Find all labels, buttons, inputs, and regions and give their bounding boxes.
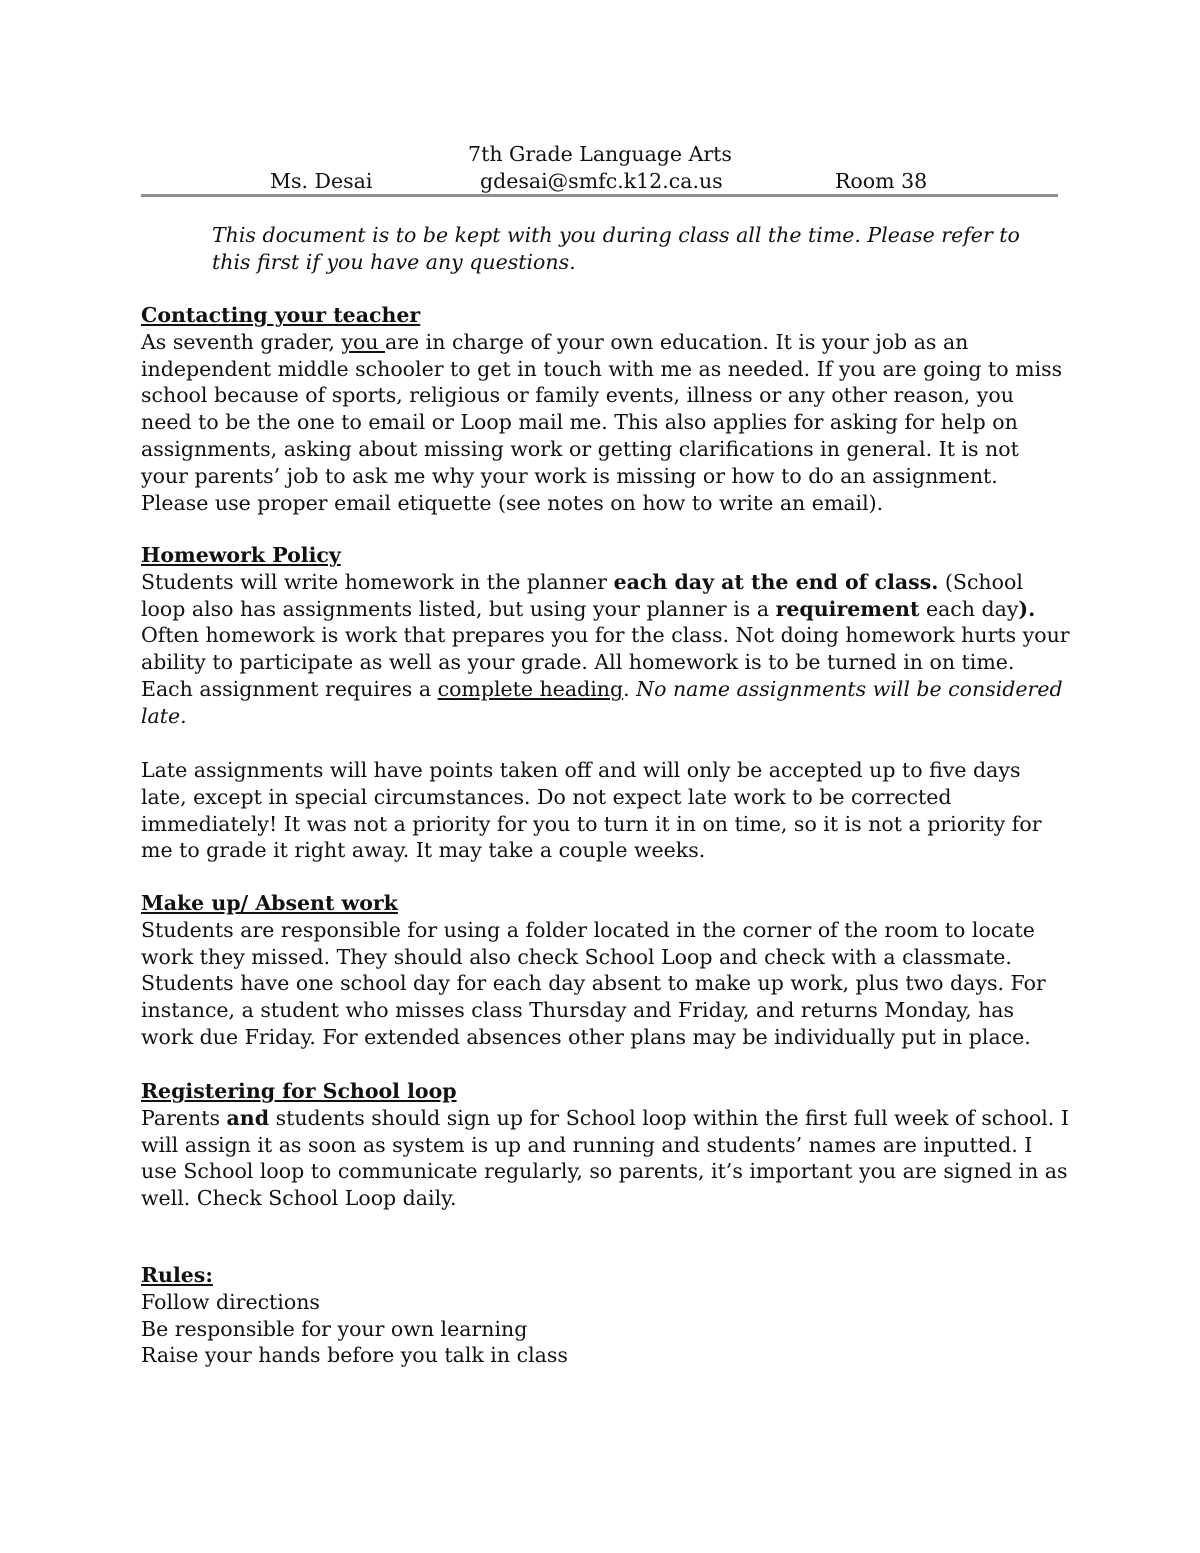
contacting-paragraph xyxy=(141,329,1071,517)
contacting-text-1: As seventh grader, xyxy=(141,329,342,354)
teacher-name: Ms. Desai xyxy=(270,169,373,193)
rule-item: Be responsible for your own learning xyxy=(141,1316,528,1341)
homework-complete-heading: complete heading xyxy=(437,676,624,701)
section-late xyxy=(141,757,1071,864)
header-row xyxy=(0,167,1200,195)
section-homework xyxy=(141,542,1071,730)
homework-no-name-note: No name assignments will be considered late. xyxy=(141,676,1063,728)
homework-paragraph xyxy=(141,569,1071,730)
contacting-heading: Contacting your teacher xyxy=(141,303,421,327)
homework-bold-requirement: requirement xyxy=(775,596,920,621)
homework-bold-1: each day at the end of class. xyxy=(613,569,939,594)
course-title: 7th Grade Language Arts xyxy=(468,142,732,166)
section-register xyxy=(141,1078,1071,1212)
intro-line-1: This document is to be kept with you during class all the time. Please refer to xyxy=(212,223,1020,247)
homework-text-5: . xyxy=(623,676,637,701)
register-text-1: Parents xyxy=(141,1105,227,1130)
register-paragraph xyxy=(141,1105,1071,1212)
rule-item: Follow directions xyxy=(141,1289,320,1314)
homework-heading: Homework Policy xyxy=(141,543,341,567)
header-divider xyxy=(141,194,1058,197)
intro-note xyxy=(212,222,1072,276)
rules-heading: Rules: xyxy=(141,1263,213,1287)
section-rules xyxy=(141,1262,1071,1369)
intro-line-2: this first if you have any questions. xyxy=(212,250,576,274)
rule-item: Raise your hands before you talk in class xyxy=(141,1343,568,1368)
register-text-2: students should sign up for School loop within the first full week of school. I will assign it as soon as system is up and running and students’ names are inputted. I use School loop to communicate regularly, so parents, it’s important you are signed in as well. Check School Loop daily. xyxy=(141,1105,1069,1211)
homework-text-3: each day xyxy=(919,596,1019,621)
late-paragraph: Late assignments will have points taken off and will only be accepted up to five days late, except in special circumstances. Do not expect late work to be corrected immediately! It was not a priority for you to turn it in on time, so it is not a priority for me to grade it right away. It may take a couple weeks. xyxy=(141,758,1042,863)
makeup-paragraph: Students are responsible for using a folder located in the corner of the room to locate work they missed. They should also check School Loop and check with a classmate. Students have one school day for each day absent to make up work, plus two days. For instance, a student who misses class Thursday and Friday, and returns Monday, has work due Friday. For extended absences other plans may be individually put in place. xyxy=(141,917,1046,1049)
register-heading: Registering for School loop xyxy=(141,1079,457,1103)
register-bold-and: and xyxy=(226,1105,270,1130)
teacher-email: gdesai@smfc.k12.ca.us xyxy=(480,169,723,193)
makeup-heading: Make up/ Absent work xyxy=(141,891,398,915)
contacting-text-2: are in charge of your own education. It is your job as an independent middle schooler to get in touch with me as needed. If you are going to miss school because of sports, religious or family events, illness or any other reason, you need to be the one to email or Loop mail me. This also applies for asking for help on assignments, asking about missing work or getting clarifications in general. It is not your parents’ job to ask me why your work is missing or how to do an assignment. Please use proper email etiquette (see notes on how to write an email). xyxy=(141,329,1063,515)
section-contacting xyxy=(141,302,1071,516)
homework-text-4: Often homework is work that prepares you for the class. Not doing homework hurts your ability to participate as well as your grade. All homework is to be turned in on time. Each assignment requires a xyxy=(141,623,1070,701)
homework-text-1: Students will write homework in the planner xyxy=(141,569,614,594)
section-makeup xyxy=(141,890,1071,1051)
room-number: Room 38 xyxy=(835,169,928,193)
homework-bold-3: ). xyxy=(1018,596,1036,621)
homework-text-2: (School loop also has assignments listed, but using your planner is a xyxy=(141,569,1023,621)
contacting-emphasis-you: you xyxy=(341,329,386,354)
